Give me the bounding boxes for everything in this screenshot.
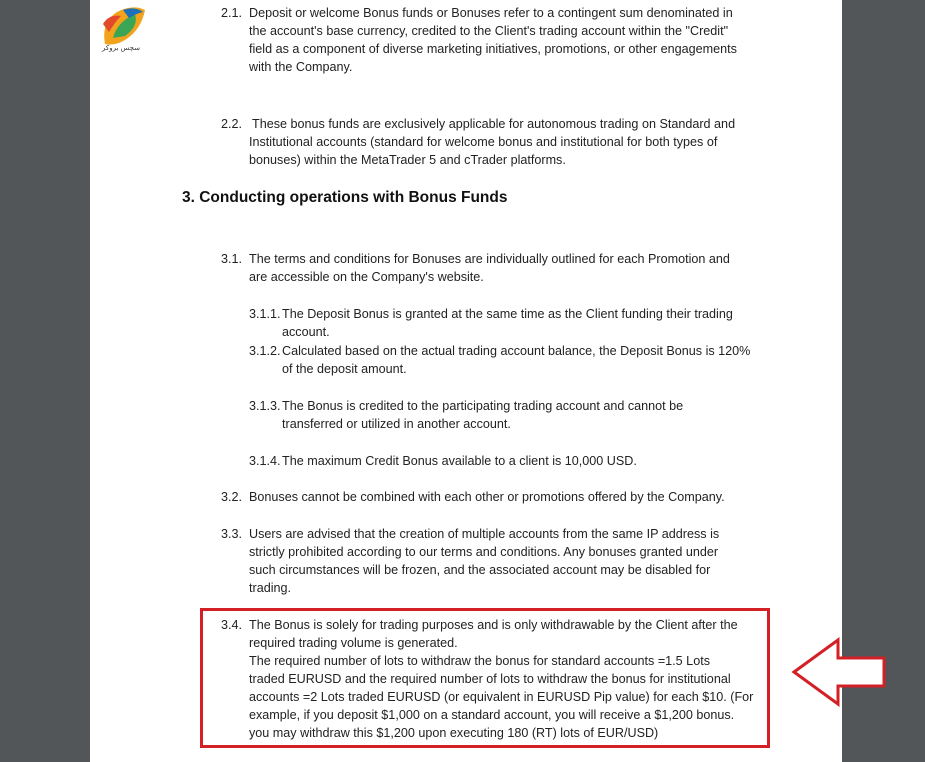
text-line: are accessible on the Company's website. bbox=[249, 270, 484, 284]
text-line: example, if you deposit $1,000 on a standard account, you will receive a $1,200 bonus. bbox=[249, 708, 735, 722]
logo-text: سچس بروکر bbox=[102, 44, 140, 52]
text-line: such circumstances will be frozen, and the associated account may be disabled for bbox=[249, 563, 711, 577]
section-number: 3.1.1. bbox=[249, 307, 281, 321]
text-line: required trading volume is generated. bbox=[249, 636, 458, 650]
text-line: Users are advised that the creation of multiple accounts from the same IP address is bbox=[249, 527, 720, 541]
text-line: Calculated based on the actual trading account balance, the Deposit Bonus is 120% bbox=[282, 344, 751, 358]
arrow-left-icon bbox=[790, 636, 890, 708]
text-line: The maximum Credit Bonus available to a client is 10,000 USD. bbox=[282, 454, 637, 468]
section-number: 3.1.4. bbox=[249, 454, 281, 468]
text-line: Deposit or welcome Bonus funds or Bonuses refer to a contingent sum denominated in bbox=[249, 6, 733, 20]
text-line: with the Company. bbox=[249, 60, 353, 74]
text-line: The Bonus is solely for trading purposes and is only withdrawable by the Client after the bbox=[249, 618, 738, 632]
section-number: 3.1.2. bbox=[249, 344, 281, 358]
section-number: 3.1.3. bbox=[249, 399, 281, 413]
text-line: account. bbox=[282, 325, 330, 339]
text-line: The Bonus is credited to the participating trading account and cannot be bbox=[282, 399, 684, 413]
text-line: The terms and conditions for Bonuses are individually outlined for each Promotion and bbox=[249, 252, 730, 266]
section-number: 3.2. bbox=[221, 490, 243, 504]
text-line: These bonus funds are exclusively applicable for autonomous trading on Standard and bbox=[252, 117, 736, 131]
text-line: The Deposit Bonus is granted at the same time as the Client funding their trading bbox=[282, 307, 733, 321]
text-line: traded EURUSD and the required number of lots to withdraw the bonus for institutional bbox=[249, 672, 731, 686]
text-line: The required number of lots to withdraw the bonus for standard accounts =1.5 Lots bbox=[249, 654, 710, 668]
section-heading: 3. Conducting operations with Bonus Funds bbox=[182, 189, 508, 206]
text-line: you may withdraw this $1,200 upon executing 180 (RT) lots of EUR/USD) bbox=[249, 726, 659, 740]
text-line: Institutional accounts (standard for welcome bonus and institutional for both types of bbox=[249, 135, 718, 149]
highlight-box bbox=[200, 608, 770, 748]
text-line: the account's base currency, credited to the Client's trading account within the "Credit" bbox=[249, 24, 729, 38]
text-line: field as a component of diverse marketing initiatives, promotions, or other engagements bbox=[249, 42, 737, 56]
section-number: 2.1. bbox=[221, 6, 243, 20]
text-line: Bonuses cannot be combined with each other or promotions offered by the Company. bbox=[249, 490, 725, 504]
section-number: 3.1. bbox=[221, 252, 243, 266]
section-number: 2.2. bbox=[221, 117, 243, 131]
text-line: accounts =2 Lots traded EURUSD (or equivalent in EURUSD Pip value) for each $10. (For bbox=[249, 690, 754, 704]
text-line: bonuses) within the MetaTrader 5 and cTrader platforms. bbox=[249, 153, 566, 167]
text-line: strictly prohibited according to our terms and conditions. Any bonuses granted under bbox=[249, 545, 719, 559]
text-line: trading. bbox=[249, 581, 292, 595]
section-number: 3.3. bbox=[221, 527, 243, 541]
section-number: 3.4. bbox=[221, 618, 243, 632]
text-line: of the deposit amount. bbox=[282, 362, 407, 376]
text-line: transferred or utilized in another account. bbox=[282, 417, 511, 431]
